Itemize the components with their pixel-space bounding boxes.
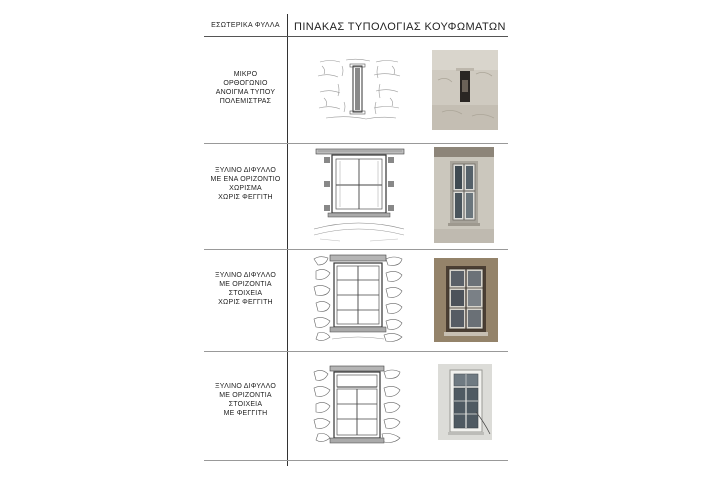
sketch-window-horizontal-no-fanlight [312, 253, 404, 345]
header-right-title: ΠΙΝΑΚΑΣ ΤΥΠΟΛΟΓΙΑΣ ΚΟΥΦΩΜΑΤΩΝ [294, 21, 506, 33]
row-1-line-4: ΠΟΛΕΜΙΣΤΡΑΣ [219, 98, 272, 105]
row-divider-3 [204, 351, 508, 352]
sketch-slit-window [316, 56, 402, 122]
row-3-line-2: ΜΕ ΟΡΙΖΟΝΤΙΑ [219, 281, 272, 288]
bottom-rule [204, 460, 508, 461]
row-3-line-3: ΣΤΟΙΧΕΙΑ [228, 290, 263, 297]
header-left-title: ΕΣΩΤΕΡΙΚΑ ΦΥΛΛΑ [211, 22, 280, 29]
photo-window-one-divider [434, 147, 494, 243]
row-3-line-1: ΞΥΛΙΝΟ ΔΙΦΥΛΛΟ [215, 272, 276, 279]
photo-slit-window [432, 50, 498, 130]
row-4-label [204, 382, 287, 418]
row-3-label [204, 271, 287, 307]
row-1-label [204, 70, 287, 106]
photo-window-with-fanlight [438, 364, 492, 440]
row-4-line-1: ΞΥΛΙΝΟ ΔΙΦΥΛΛΟ [215, 383, 276, 390]
row-2-line-4: ΧΩΡΙΣ ΦΕΓΓΙΤΗ [218, 194, 273, 201]
row-4-line-4: ΜΕ ΦΕΓΓΙΤΗ [223, 410, 268, 417]
row-2-label [204, 166, 287, 202]
row-2-line-2: ΜΕ ΕΝΑ ΟΡΙΖΟΝΤΙΟ [210, 176, 281, 183]
row-3-line-4: ΧΩΡΙΣ ΦΕΓΓΙΤΗ [218, 299, 273, 306]
row-divider-1 [204, 143, 508, 144]
row-1-line-1: ΜΙΚΡΟ [233, 71, 258, 78]
sketch-window-one-divider [310, 147, 408, 245]
row-2-line-3: ΧΩΡΙΣΜΑ [229, 185, 262, 192]
row-4-line-3: ΣΤΟΙΧΕΙΑ [228, 401, 263, 408]
row-2-line-1: ΞΥΛΙΝΟ ΔΙΦΥΛΛΟ [215, 167, 276, 174]
row-4-line-2: ΜΕ ΟΡΙΖΟΝΤΙΑ [219, 392, 272, 399]
row-1-line-3: ΑΝΟΙΓΜΑ ΤΥΠΟΥ [215, 89, 276, 96]
sketch-window-with-fanlight [312, 364, 402, 448]
photo-window-horizontal-no-fanlight [434, 258, 498, 342]
row-divider-2 [204, 249, 508, 250]
header-rule [204, 36, 508, 37]
column-divider [287, 14, 288, 466]
row-1-line-2: ΟΡΘΟΓΩΝΙΟ [223, 80, 268, 87]
